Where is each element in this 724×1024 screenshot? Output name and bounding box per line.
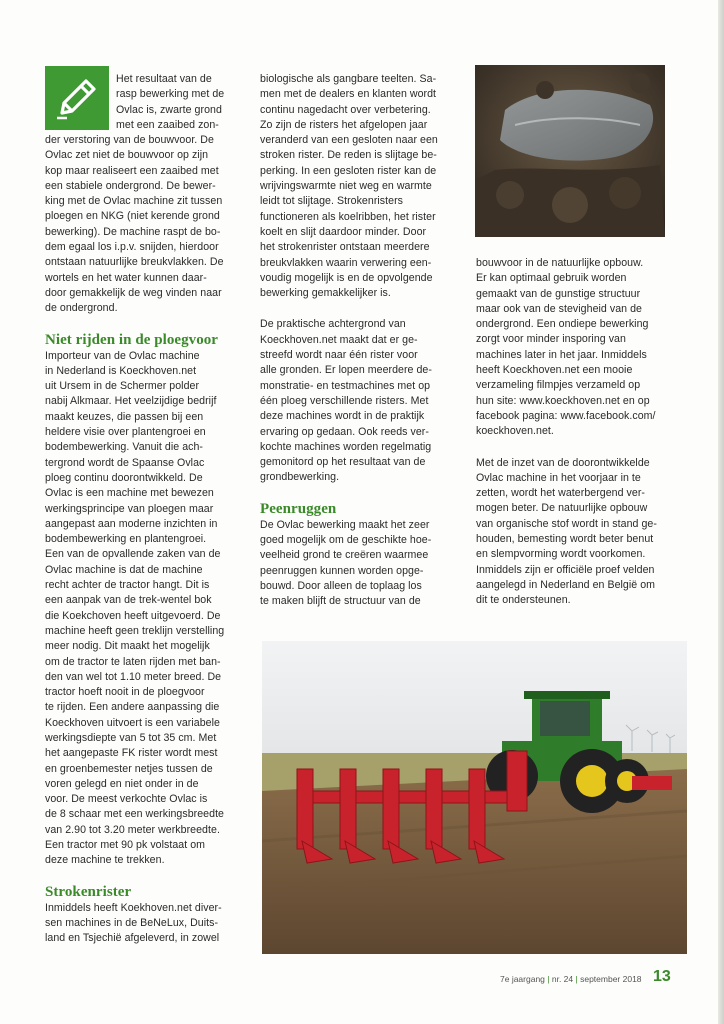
footer-separator: | [575,974,581,984]
heading-peenruggen: Peenruggen [260,500,337,517]
col2-paragraph-2: De praktische achtergrond van Koeckhoven.net maakt dat er ge- streefd wordt naar één rister voor alle gronden. Er lopen meerdere de- monstratie- en testmachines met op één ploeg verschillende risters. Met deze machines wordt in de praktijk ervaring op gedaan. Ook reeds ver- kochte machines worden regelmatig gemonitord op het resultaat van de grondbewerking. [260,318,432,484]
pencil-icon [45,66,109,130]
column-2 [260,72,470,610]
soil-closeup-photo [475,65,665,237]
page-edge [718,0,724,1024]
col3-paragraph-1: bouwvoor in de natuurlijke opbouw. Er kan optimaal gebruik worden gemaakt van de gunstige structuur maar ook van de stevigheid van de ondergrond. Een ondiepe bewerking zorgt voor minder insporing van machines later in het jaar. Inmiddels heeft Koeckhoven.net een mooie verzameling filmpjes verzameld op hun site: www.koeckhoven.net en op facebook pagina: www.facebook.com/ koeckhoven.net. [476,257,656,438]
footer [500,974,642,984]
column-1 [45,133,245,947]
footer-issue: nr. 24 [551,974,574,984]
tractor-plough-photo [262,641,687,954]
footer-separator: | [547,974,552,984]
intro-indented: Het resultaat van de rasp bewerking met de Ovlac is, zwarte grond met een zaaibed zon- [116,73,225,131]
heading-strokenrister: Strokenrister [45,883,132,900]
intro-indented-text [116,72,246,133]
col2-paragraph-1: biologische als gangbare teelten. Sa- men met de dealers en klanten wordt continu nagedacht over verbetering. Zo zijn de risters het afgelopen jaar veranderd van een gesloten naar een stroken rister. De reden is slijtage be- perking. In een gesloten rister kan de wrijvingswarmte niet weg en warmte leidt tot slijtage. Strokenristers functioneren als koelribben, het rister koelt en slijt daardoor minder. Door het strokenrister ontstaan meerdere breukvlakken waarin verwering een- voudig mogelijk is en de opvolgende bewerking gemakkelijker is. [260,73,438,300]
footer-edition: 7e jaargang [500,974,545,984]
section-strokenrister: Inmiddels heeft Koekhoven.net diver- sen machines in de BeNeLux, Duits- land en Tsjechië afgeleverd, in zowel [45,901,222,945]
column-3 [476,256,676,609]
section-niet-rijden: Importeur van de Ovlac machine in Nederland is Koeckhoven.net uit Ursem in de Schermer polder nabij Alkmaar. Het veelzijdige bedrijf maakt keuzes, die passen bij een heldere visie over plantengroei en bodembewerking. Vanuit die ach- tergrond wordt de Spaanse Ovlac ploeg continu doorontwikkeld. De Ovlac is een machine met bewezen werkingsprincipe van ploegen maar aangepast aan moderne inzichten in bodembewerking en plantengroei. Een van de opvallende zaken van de Ovlac machine is dat de machine recht achter de tractor hangt. Dit is een aanpak van de trek-wentel bok die Koekchoven heeft uitgevoerd. De machine heeft geen treklijn verstelling meer nodig. Dit maakt het mogelijk om de tractor te laten rijden met ban- den van wel tot 1.10 meter breed. De tractor hoeft nooit in de ploegvoor te rijden. Een andere aanpassing die Koeckhoven uitvoert is een variabele werkingsdiepte van 5 tot 35 cm. Met het aangepaste FK rister wordt mest en groenbemester netjes tussen de voren gelegd en niet onder in de voor. De meest verkochte Ovlac is de 8 schaar met een werkingsbreedte van 2.90 tot 3.20 meter werkbreedte. Een tractor met 90 pk volstaat om deze machine te trekken. [45,349,225,867]
footer-date: september 2018 [580,974,642,984]
intro-paragraph: der verstoring van de bouwvoor. De Ovlac zet niet de bouwvoor op zijn kop maar realiseert een zaaibed met een stabiele ondergrond. De bewer- king met de Ovlac machine zit tussen ploegen en NKG (niet kerende grond bewerking). De machine raspt de bo- dem egaal los i.p.v. snijden, hierdoor ontstaan natuurlijke breukvlakken. De wortels en het water kunnen daar- door gemakkelijk de weg vinden naar de ondergrond. [45,134,224,315]
page-number: 13 [653,968,671,985]
heading-niet-rijden: Niet rijden in de ploegvoor [45,331,219,348]
col3-paragraph-2: Met de inzet van de doorontwikkelde Ovlac machine in het voorjaar in te zetten, wordt het waterbergend ver- mogen beter. De natuurlijke opbouw van organische stof wordt in stand ge- houden, bemesting wordt beter benut en slempvorming wordt voorkomen. Inmiddels zijn er officiële proef velden aangelegd in Nederland en België om dit te ondersteunen. [476,456,657,607]
section-peenruggen: De Ovlac bewerking maakt het zeer goed mogelijk om de geschikte hoe- veelheid grond te creëren waarmee peenruggen kunnen worden opge- bouwd. Door alleen de toplaag los te maken blijft de structuur van de [260,518,432,608]
